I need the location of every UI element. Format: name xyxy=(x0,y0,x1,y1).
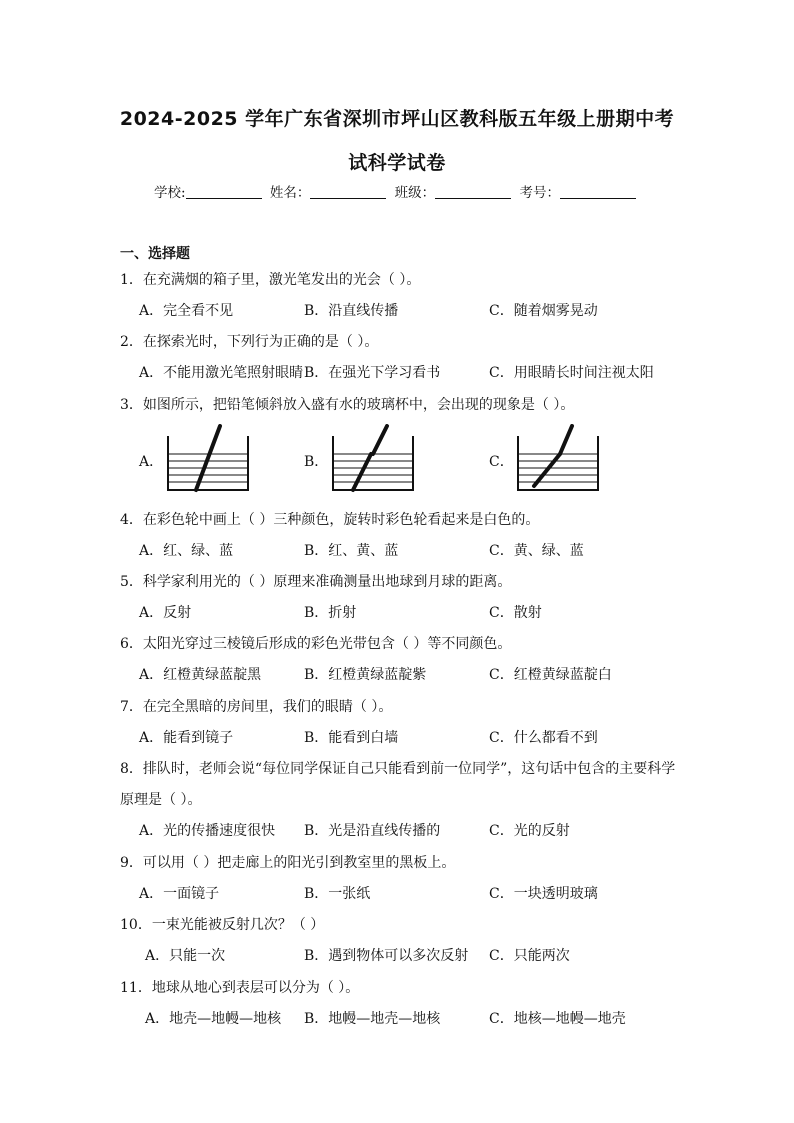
question-1-option-b[interactable]: B．沿直线传播 xyxy=(304,303,399,319)
question-8-option-b[interactable]: B．光是沿直线传播的 xyxy=(304,823,441,839)
question-5-option-b[interactable]: B．折射 xyxy=(304,605,357,621)
question-8-option-a[interactable]: A．光的传播速度很快 xyxy=(139,823,276,839)
section-title: 一、选择题 xyxy=(120,246,190,262)
question-8-option-c[interactable]: C．光的反射 xyxy=(489,823,570,839)
question-6-stem: 6．太阳光穿过三棱镜后形成的彩色光带包含（ ）等不同颜色。 xyxy=(120,636,512,652)
question-2-stem: 2．在探索光时，下列行为正确的是（ ）。 xyxy=(120,334,379,350)
question-4-stem: 4．在彩色轮中画上（ ）三种颜色，旋转时彩色轮看起来是白色的。 xyxy=(120,512,540,528)
question-4-option-b[interactable]: B．红、黄、蓝 xyxy=(304,543,399,559)
question-6-option-b[interactable]: B．红橙黄绿蓝靛紫 xyxy=(304,667,427,683)
exam-title-line1: 2024-2025 学年广东省深圳市坪山区教科版五年级上册期中考 xyxy=(119,108,675,130)
question-3-option-a[interactable]: A． xyxy=(139,454,164,470)
beaker-c-image xyxy=(514,424,602,494)
question-1-option-a[interactable]: A．完全看不见 xyxy=(139,303,234,319)
question-6-option-c[interactable]: C．红橙黄绿蓝靛白 xyxy=(489,667,612,683)
question-2-option-b[interactable]: B．在强光下学习看书 xyxy=(304,365,441,381)
question-1-option-c[interactable]: C．随着烟雾晃动 xyxy=(489,303,598,319)
question-5-option-a[interactable]: A．反射 xyxy=(139,605,192,621)
question-8-stem: 8．排队时，老师会说“每位同学保证自己只能看到前一位同学”，这句话中包含的主要科学 xyxy=(120,761,676,777)
question-2-option-c[interactable]: C．用眼睛长时间注视太阳 xyxy=(489,365,654,381)
student-info-row xyxy=(0,181,794,201)
class-blank[interactable] xyxy=(435,184,511,199)
question-10-stem: 10．一束光能被反射几次？（ ） xyxy=(120,917,325,933)
exam-title-line2: 试科学试卷 xyxy=(348,152,446,174)
question-11-option-a[interactable]: A．地壳—地幔—地核 xyxy=(145,1011,282,1027)
question-4-option-a[interactable]: A．红、绿、蓝 xyxy=(139,543,234,559)
exam-number-blank[interactable] xyxy=(560,184,636,199)
question-10-option-b[interactable]: B．遇到物体可以多次反射 xyxy=(304,948,469,964)
question-6-option-a[interactable]: A．红橙黄绿蓝靛黑 xyxy=(139,667,262,683)
question-3-option-b[interactable]: B． xyxy=(304,454,329,470)
name-label: 姓名： xyxy=(269,185,311,201)
question-4-option-c[interactable]: C．黄、绿、蓝 xyxy=(489,543,584,559)
question-11-option-b[interactable]: B．地幔—地壳—地核 xyxy=(304,1011,441,1027)
question-9-stem: 9．可以用（ ）把走廊上的阳光引到教室里的黑板上。 xyxy=(120,855,456,871)
question-7-stem: 7．在完全黑暗的房间里，我们的眼睛（ ）。 xyxy=(120,699,393,715)
question-9-option-c[interactable]: C．一块透明玻璃 xyxy=(489,886,598,902)
question-5-stem: 5．科学家利用光的（ ）原理来准确测量出地球到月球的距离。 xyxy=(120,574,512,590)
question-10-option-a[interactable]: A．只能一次 xyxy=(145,948,226,964)
class-label: 班级： xyxy=(394,185,436,201)
question-2-option-a[interactable]: A．不能用激光笔照射眼睛 xyxy=(139,365,304,381)
question-7-option-a[interactable]: A．能看到镜子 xyxy=(139,730,234,746)
name-blank[interactable] xyxy=(310,184,386,199)
exam-number-label: 考号： xyxy=(519,185,560,201)
question-7-option-b[interactable]: B．能看到白墙 xyxy=(304,730,399,746)
beaker-a-image xyxy=(164,424,252,494)
question-1-stem: 1．在充满烟的箱子里，激光笔发出的光会（ ）。 xyxy=(120,272,421,288)
question-11-option-c[interactable]: C．地核—地幔—地壳 xyxy=(489,1011,626,1027)
question-3-option-c[interactable]: C． xyxy=(489,454,514,470)
school-blank[interactable] xyxy=(186,184,262,199)
question-10-option-c[interactable]: C．只能两次 xyxy=(489,948,570,964)
question-11-stem: 11．地球从地心到表层可以分为（ ）。 xyxy=(120,980,360,996)
question-8-stem-continued: 原理是（ ）。 xyxy=(120,792,202,808)
beaker-b-image xyxy=(329,424,417,494)
question-9-option-b[interactable]: B．一张纸 xyxy=(304,886,371,902)
question-7-option-c[interactable]: C．什么都看不到 xyxy=(489,730,598,746)
question-5-option-c[interactable]: C．散射 xyxy=(489,605,542,621)
question-3-stem: 3．如图所示，把铅笔倾斜放入盛有水的玻璃杯中，会出现的现象是（ ）。 xyxy=(120,397,575,413)
question-9-option-a[interactable]: A．一面镜子 xyxy=(139,886,220,902)
school-label: 学校: xyxy=(154,185,186,201)
